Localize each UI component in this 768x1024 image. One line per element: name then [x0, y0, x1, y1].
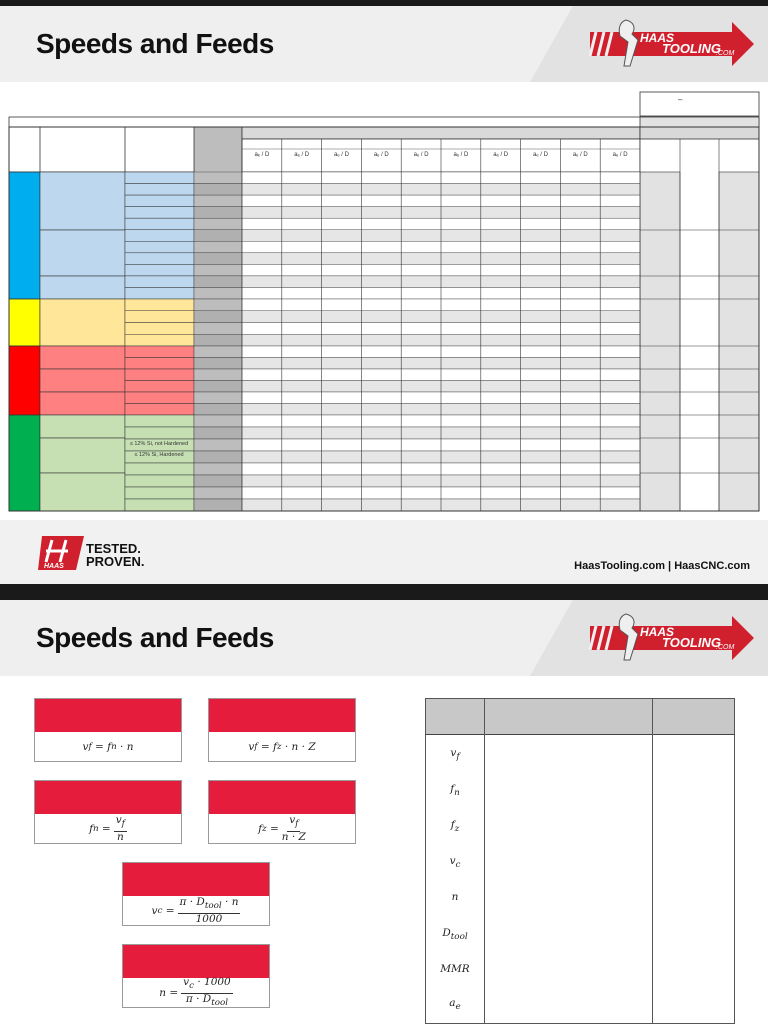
material-sub-cell [125, 475, 194, 487]
material-sub-cell [125, 323, 194, 335]
material-sub-cell [125, 230, 194, 242]
svg-text:HAAS: HAAS [640, 31, 675, 45]
right-col-1 [640, 172, 680, 511]
material-sub-cell [125, 287, 194, 299]
material-group-cell [40, 346, 125, 369]
material-sub-cell [125, 207, 194, 219]
page-title-2: Speeds and Feeds [36, 622, 274, 653]
symbol-vf: $v_f$ [450, 747, 460, 763]
grey-cell [194, 334, 242, 346]
formula-fz: f z = $\frac{v_f}{n \cdot Z}$ [258, 814, 306, 843]
grey-cell [194, 287, 242, 299]
symbol-fz: $f_z$ [450, 819, 460, 835]
ae-label: aₑ / D [572, 152, 588, 158]
dash-label: – [678, 95, 683, 104]
grey-cell [194, 369, 242, 381]
material-sub-cell [125, 276, 194, 288]
grey-cell [194, 299, 242, 311]
svg-text:.COM: .COM [716, 50, 735, 57]
proven-line: PROVEN. [86, 554, 145, 569]
formula-vf-fz: v f = f z · n · Z [248, 741, 316, 753]
material-sub-cell [125, 172, 194, 184]
material-sub-cell [125, 218, 194, 230]
grey-cell [194, 184, 242, 196]
grey-cell [194, 439, 242, 451]
material-group-cell [40, 276, 125, 299]
grey-cell [194, 427, 242, 439]
material-sub-cell [125, 369, 194, 381]
material-group-cell [40, 230, 125, 276]
header [0, 6, 768, 82]
material-sub-cell [125, 253, 194, 265]
tested-proven-text [86, 542, 145, 568]
ae-label: aₑ / D [612, 152, 628, 158]
material-group-cell [40, 172, 125, 230]
header-strip-right [640, 117, 759, 127]
ae-label: aₑ / D [334, 152, 349, 158]
website-links[interactable]: HaasTooling.com | HaasCNC.com [574, 560, 750, 572]
footer [0, 520, 768, 584]
material-sub-cell [125, 346, 194, 358]
material-sub-cell [125, 184, 194, 196]
note-si-not-hardened: ≤ 12% Si, not Hardened [129, 441, 189, 447]
ae-label: aₑ / D [493, 152, 509, 158]
symbol-fn: $f_n$ [450, 783, 460, 799]
symbol-dtool: $D_{tool}$ [442, 927, 468, 943]
right-col-3 [719, 172, 759, 511]
symbol-mmr: MMR [440, 963, 470, 975]
page-title: Speeds and Feeds [36, 28, 274, 59]
material-sub-cell [125, 358, 194, 370]
formula-header [209, 699, 355, 732]
svg-text:HAAS: HAAS [44, 563, 64, 570]
formula-box-n [122, 944, 270, 1008]
formula-fn: f n = $\frac{v_f}{n}$ [89, 814, 125, 843]
grey-cell [194, 218, 242, 230]
grey-cell [194, 475, 242, 487]
material-sub-cell [125, 463, 194, 475]
svg-text:TOOLING: TOOLING [662, 41, 721, 56]
material-sub-cell [125, 311, 194, 323]
grey-cell [194, 499, 242, 511]
material-sub-cell [125, 499, 194, 511]
material-sub-cell [125, 404, 194, 416]
ae-label: aₑ / D [533, 152, 548, 158]
svg-text:TOOLING: TOOLING [662, 635, 721, 650]
grey-cell [194, 195, 242, 207]
right-header-top [640, 127, 759, 139]
material-sub-cell [125, 392, 194, 404]
formula-vc: v c = $\frac{\pi \cdot D_{tool} \cdot n}{1000}$ [151, 896, 239, 925]
material-color-bar [9, 346, 40, 415]
tested-line: TESTED. [86, 541, 141, 556]
material-group-cell [40, 392, 125, 415]
grey-cell [194, 392, 242, 404]
material-sub-cell [125, 195, 194, 207]
formula-header [209, 781, 355, 814]
formula-box-vf-fz [208, 698, 356, 762]
symbol-n: n [451, 891, 459, 903]
material-color-bar [9, 415, 40, 511]
grey-cell [194, 381, 242, 393]
variable-table-header [426, 699, 734, 735]
grey-cell [194, 253, 242, 265]
formula-header [123, 863, 269, 896]
material-group-cell [40, 415, 125, 438]
material-sub-cell [125, 264, 194, 276]
grey-cell [194, 358, 242, 370]
grey-cell [194, 323, 242, 335]
haas-tooling-logo [582, 18, 754, 70]
header-page-2 [0, 600, 768, 676]
grey-cell [194, 415, 242, 427]
material-sub-cell [125, 299, 194, 311]
material-sub-cell [125, 487, 194, 499]
grey-cell [194, 276, 242, 288]
material-group-cell [40, 438, 125, 473]
grey-cell [194, 404, 242, 416]
grey-cell [194, 230, 242, 242]
column-divider [484, 699, 485, 1024]
grey-cell [194, 172, 242, 184]
grey-cell [194, 346, 242, 358]
ae-label: aₑ / D [413, 152, 429, 158]
ae-label: aₑ / D [373, 152, 389, 158]
grey-cell [194, 207, 242, 219]
formula-header [123, 945, 269, 978]
column-divider [652, 699, 653, 1024]
material-group-cell [40, 299, 125, 346]
formula-vf-fn: v f = f n · n [82, 741, 134, 753]
material-group-cell [40, 369, 125, 392]
note-si-hardened: ≤ 12% Si, Hardened [134, 452, 184, 458]
ae-header-top [242, 127, 640, 139]
haas-tooling-logo-2 [582, 612, 754, 664]
page-divider-bar [0, 584, 768, 600]
formula-header [35, 781, 181, 814]
variable-table [425, 698, 735, 1024]
svg-text:HAAS: HAAS [640, 625, 675, 639]
speeds-feeds-table [8, 90, 760, 512]
grey-cell [194, 487, 242, 499]
material-sub-cell [125, 381, 194, 393]
formula-box-vf-fn [34, 698, 182, 762]
material-color-bar [9, 299, 40, 346]
formula-box-vc [122, 862, 270, 926]
grey-cell [194, 451, 242, 463]
grey-cell [194, 264, 242, 276]
material-sub-cell [125, 334, 194, 346]
ae-label: aₑ / D [453, 152, 469, 158]
formula-n: n = $\frac{v_c \cdot 1000}{\pi \cdot D_{tool}}$ [159, 976, 231, 1008]
material-color-bar [9, 172, 40, 299]
header-box [640, 92, 759, 116]
ae-label: aₑ / D [254, 152, 270, 158]
material-sub-cell [125, 427, 194, 439]
grey-cell [194, 241, 242, 253]
symbol-vc: $v_c$ [449, 855, 461, 871]
formula-header [35, 699, 181, 732]
grey-cell [194, 311, 242, 323]
formula-box-fz [208, 780, 356, 844]
material-sub-cell [125, 415, 194, 427]
grey-cell [194, 463, 242, 475]
material-group-cell [40, 473, 125, 511]
ae-label: aₑ / D [294, 152, 310, 158]
table-grid [8, 90, 760, 512]
svg-text:.COM: .COM [716, 644, 735, 651]
material-sub-cell [125, 241, 194, 253]
formula-box-fn [34, 780, 182, 844]
symbol-ae: $a_e$ [449, 997, 461, 1013]
